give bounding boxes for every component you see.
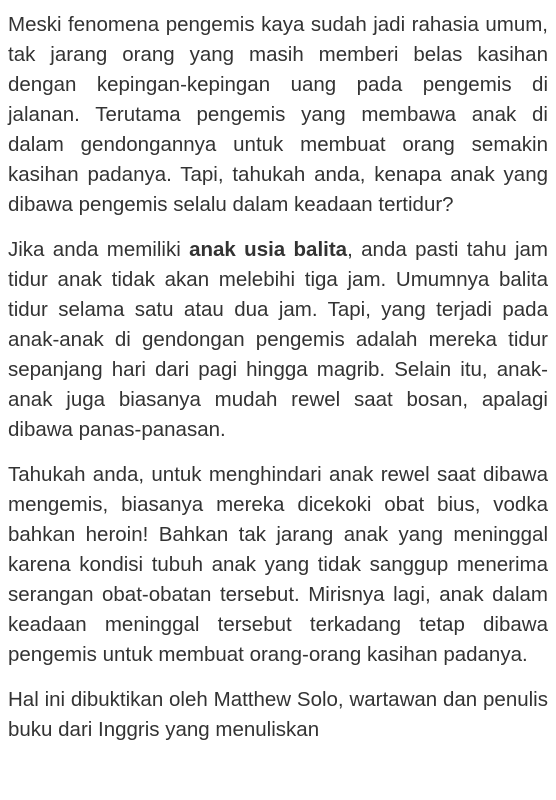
article-body <box>8 10 548 760</box>
paragraph-3 <box>8 460 548 670</box>
paragraph-1 <box>8 10 548 220</box>
paragraph-1-text: Meski fenomena pengemis kaya sudah jadi rahasia umum, tak jarang orang yang masih memberi belas kasihan dengan kepingan-kepingan uang pada pengemis di jalanan. Terutama pengemis yang membawa anak di dalam gendongannya untuk membuat orang semakin kasihan padanya. Tapi, tahukah anda, kenapa anak yang dibawa pengemis selalu dalam keadaan tertidur? <box>8 13 548 216</box>
paragraph-2 <box>8 235 548 445</box>
paragraph-2-text-start: Jika anda memiliki <box>8 238 190 261</box>
paragraph-4 <box>8 685 548 745</box>
bold-phrase: anak usia balita <box>189 238 348 261</box>
paragraph-2-text-end: , anda pasti tahu jam tidur anak tidak akan melebihi tiga jam. Umumnya balita tidur selama satu atau dua jam. Tapi, yang terjadi pada anak-anak di gendongan pengemis adalah mereka tidur sepanjang hari dari pagi hingga magrib. Selain itu, anak-anak juga biasanya mudah rewel saat bosan, apalagi dibawa panas-panasan. <box>8 238 548 441</box>
paragraph-4-text: Hal ini dibuktikan oleh Matthew Solo, wartawan dan penulis buku dari Inggris yang menuliskan <box>8 688 548 741</box>
paragraph-3-text: Tahukah anda, untuk menghindari anak rewel saat dibawa mengemis, biasanya mereka dicekoki obat bius, vodka bahkan heroin! Bahkan tak jarang anak yang meninggal karena kondisi tubuh anak yang tidak sanggup menerima serangan obat-obatan tersebut. Mirisnya lagi, anak dalam keadaan meninggal tersebut terkadang tetap dibawa pengemis untuk membuat orang-orang kasihan padanya. <box>8 463 548 666</box>
